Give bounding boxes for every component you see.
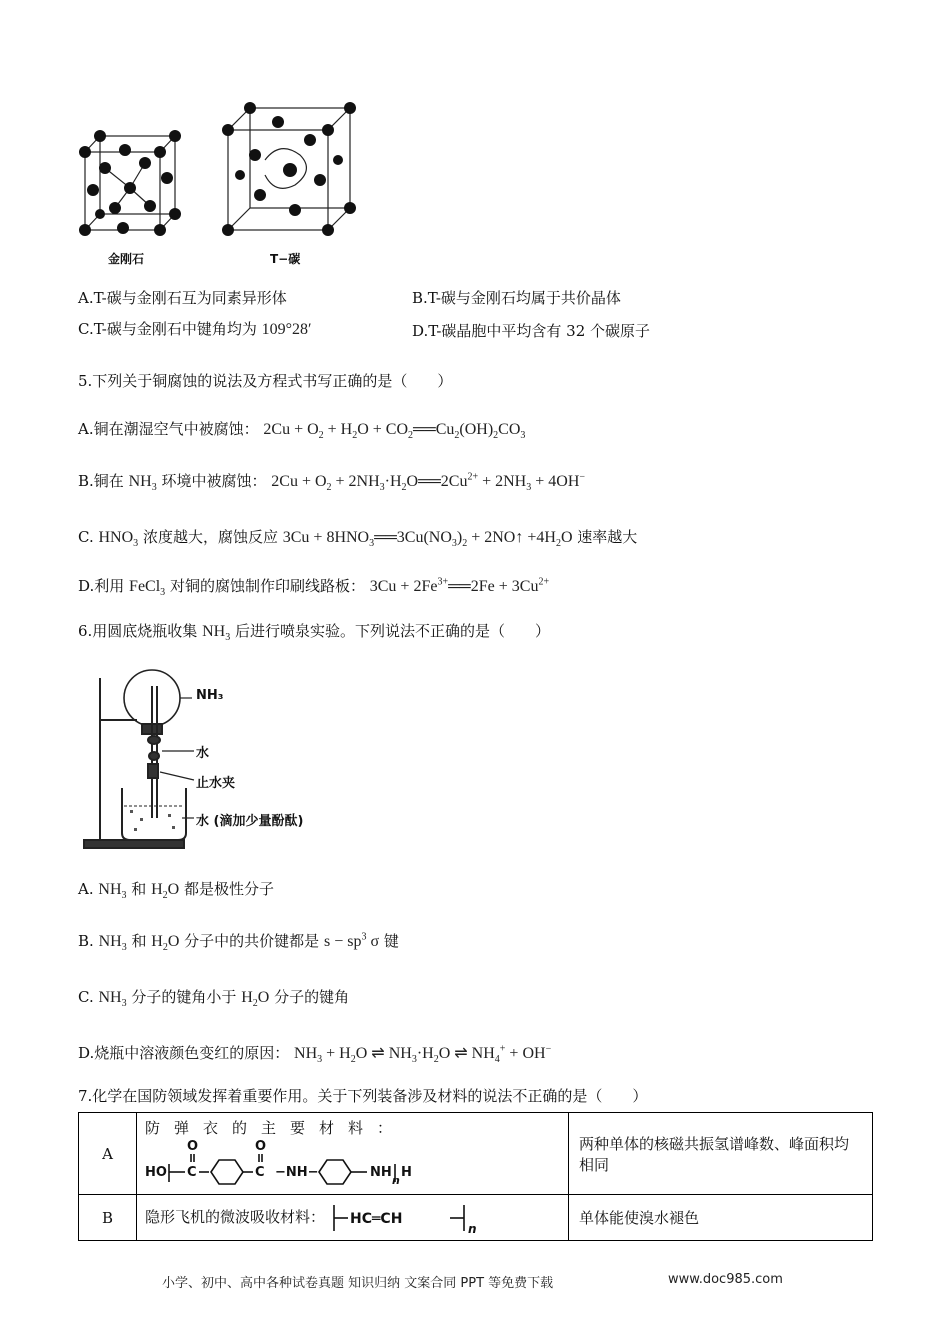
bond-type: $s - sp^3$ σ — [323, 931, 380, 950]
svg-text:−NH−: −NH− — [275, 1165, 319, 1180]
formula-h2o: $H_2O$ — [151, 881, 180, 902]
svg-text:C: C — [187, 1165, 197, 1180]
formula-nh3: $NH_3$ — [202, 623, 231, 644]
q6-option-a-and: 和 — [131, 880, 147, 898]
apparatus-label-beaker: 水 (滴加少量酚酞) — [196, 814, 304, 829]
q5-option-c-text3: 速率越大 — [577, 528, 638, 546]
q5-option-d — [78, 575, 549, 598]
row-label: A — [79, 1113, 137, 1195]
q6-option-d — [78, 1042, 551, 1065]
diamond-caption: 金刚石 — [108, 252, 145, 266]
svg-text:n: n — [392, 1174, 400, 1186]
q6-stem — [78, 620, 550, 643]
row-label: B — [79, 1195, 137, 1241]
formula-nh3: $NH_3$ — [98, 989, 127, 1010]
q6-option-b-text2: 键 — [383, 932, 399, 950]
formula-h2o: $H_2O$ — [241, 989, 270, 1010]
statement-cell: 两种单体的核磁共振氢谱峰数、峰面积均相同 — [569, 1113, 873, 1195]
apparatus-label-water: 水 — [196, 746, 210, 761]
svg-text:HO: HO — [145, 1165, 167, 1180]
bond-angle: 109°28′ — [261, 321, 312, 338]
q6-option-a — [78, 878, 274, 901]
equation-c: $3Cu + 8HNO_3══3Cu(NO_3)_2$ + 2NO↑ $+4H_2O$ — [282, 529, 573, 550]
equation-a: $2Cu + O_2 + H_2O$ + $CO_2══Cu_2(OH)_2CO_3$ — [263, 421, 526, 442]
q6-option-b-text1: 分子中的共价键都是 — [184, 932, 320, 950]
q4-option-a: A.T-碳与金刚石互为同素异形体 — [78, 289, 287, 307]
q5-option-c-text1: C. — [78, 528, 94, 546]
material-text: 防弹衣的主要材料： — [145, 1119, 407, 1137]
polyacetylene-structure — [330, 1201, 480, 1235]
table-row — [79, 1195, 873, 1241]
svg-text:NH: NH — [370, 1165, 392, 1180]
q7-table — [78, 1112, 873, 1241]
q5-option-c — [78, 526, 637, 549]
q6-option-a-text: 都是极性分子 — [183, 880, 274, 898]
q5-option-c-text2: 浓度越大，腐蚀反应 — [142, 528, 278, 546]
q6-option-d-text: D.烧瓶中溶液颜色变红的原因： — [78, 1044, 290, 1062]
table-row — [79, 1113, 873, 1195]
kevlar-structure — [145, 1138, 425, 1186]
q4-option-c — [78, 318, 312, 339]
formula-fecl3: FeCl$_3$ — [129, 578, 166, 599]
q6-option-c-text1: 分子的键角小于 — [131, 988, 237, 1006]
q6-option-b — [78, 930, 399, 953]
formula-h2o: $H_2O$ — [151, 933, 180, 954]
svg-text:O: O — [255, 1139, 267, 1154]
formula-nh3: $NH_3$ — [128, 473, 157, 494]
formula-hno3: $HNO_3$ — [98, 529, 139, 550]
svg-text:n: n — [467, 1221, 477, 1235]
svg-text:O: O — [187, 1139, 199, 1154]
q6-option-c-text2: 分子的键角 — [274, 988, 350, 1006]
svg-text:HC═CH: HC═CH — [349, 1210, 403, 1227]
q4-option-d: D.T-碳晶胞中平均含有 32 个碳原子 — [412, 322, 651, 340]
q6-option-b-label: B. — [78, 932, 94, 950]
statement-cell: 单体能使溴水褪色 — [569, 1195, 873, 1241]
q5-option-b-text2: 环境中被腐蚀： — [161, 472, 267, 490]
equation-b: $2Cu + O_2$ + $2NH_3\cdot H_2O══2Cu^{2+} + 2NH_3 + 4OH^-$ — [271, 471, 586, 494]
q5-option-b-text1: B.铜在 — [78, 472, 124, 490]
q6-option-a-label: A. — [78, 880, 94, 898]
apparatus-label-nh3: NH₃ — [196, 688, 224, 703]
q5-stem: 5.下列关于铜腐蚀的说法及方程式书写正确的是（ ） — [78, 372, 453, 390]
apparatus-label-clamp: 止水夹 — [196, 776, 236, 791]
equation-ionization: $NH_3 + H_2O$ ⇌ $NH_3\cdot H_2O$ ⇌ $NH_4^+ + OH^-$ — [294, 1043, 552, 1066]
q5-option-a-text: A.铜在潮湿空气中被腐蚀： — [78, 420, 259, 438]
footer-url[interactable]: www.doc985.com — [668, 1272, 783, 1287]
material-text: 隐形飞机的微波吸收材料： — [145, 1207, 326, 1226]
svg-text:H: H — [401, 1165, 412, 1180]
equation-d: $3Cu + 2Fe^{3+}══2Fe + 3Cu^{2+}$ — [369, 576, 550, 595]
material-cell — [137, 1195, 569, 1241]
formula-nh3: $NH_3$ — [98, 933, 127, 954]
material-cell — [137, 1113, 569, 1195]
q6-option-c — [78, 986, 349, 1009]
footer-text: 小学、初中、高中各种试卷真题 知识归纳 文案合同 PPT 等免费下载 — [162, 1276, 554, 1291]
q6-stem-text1: 6.用圆底烧瓶收集 — [78, 622, 198, 640]
q6-stem-text2: 后进行喷泉实验。下列说法不正确的是（ ） — [234, 622, 550, 640]
q6-option-b-and: 和 — [131, 932, 147, 950]
q5-option-b — [78, 470, 585, 493]
q4-option-b: B.T-碳与金刚石均属于共价晶体 — [412, 289, 621, 307]
q6-option-c-label: C. — [78, 988, 94, 1006]
t-carbon-caption: T−碳 — [270, 252, 301, 266]
q4-option-c-text: C.T-碳与金刚石中键角均为 — [78, 320, 257, 338]
q5-option-d-text1: D.利用 — [78, 577, 125, 595]
svg-text:C: C — [255, 1165, 265, 1180]
q5-option-d-text2: 对铜的腐蚀制作印刷线路板： — [169, 577, 365, 595]
q5-option-a — [78, 418, 525, 441]
diamond-figure — [75, 128, 185, 240]
t-carbon-figure — [220, 100, 360, 240]
q7-stem: 7.化学在国防领域发挥着重要作用。关于下列装备涉及材料的说法不正确的是（ ） — [78, 1087, 648, 1105]
formula-nh3: $NH_3$ — [98, 881, 127, 902]
